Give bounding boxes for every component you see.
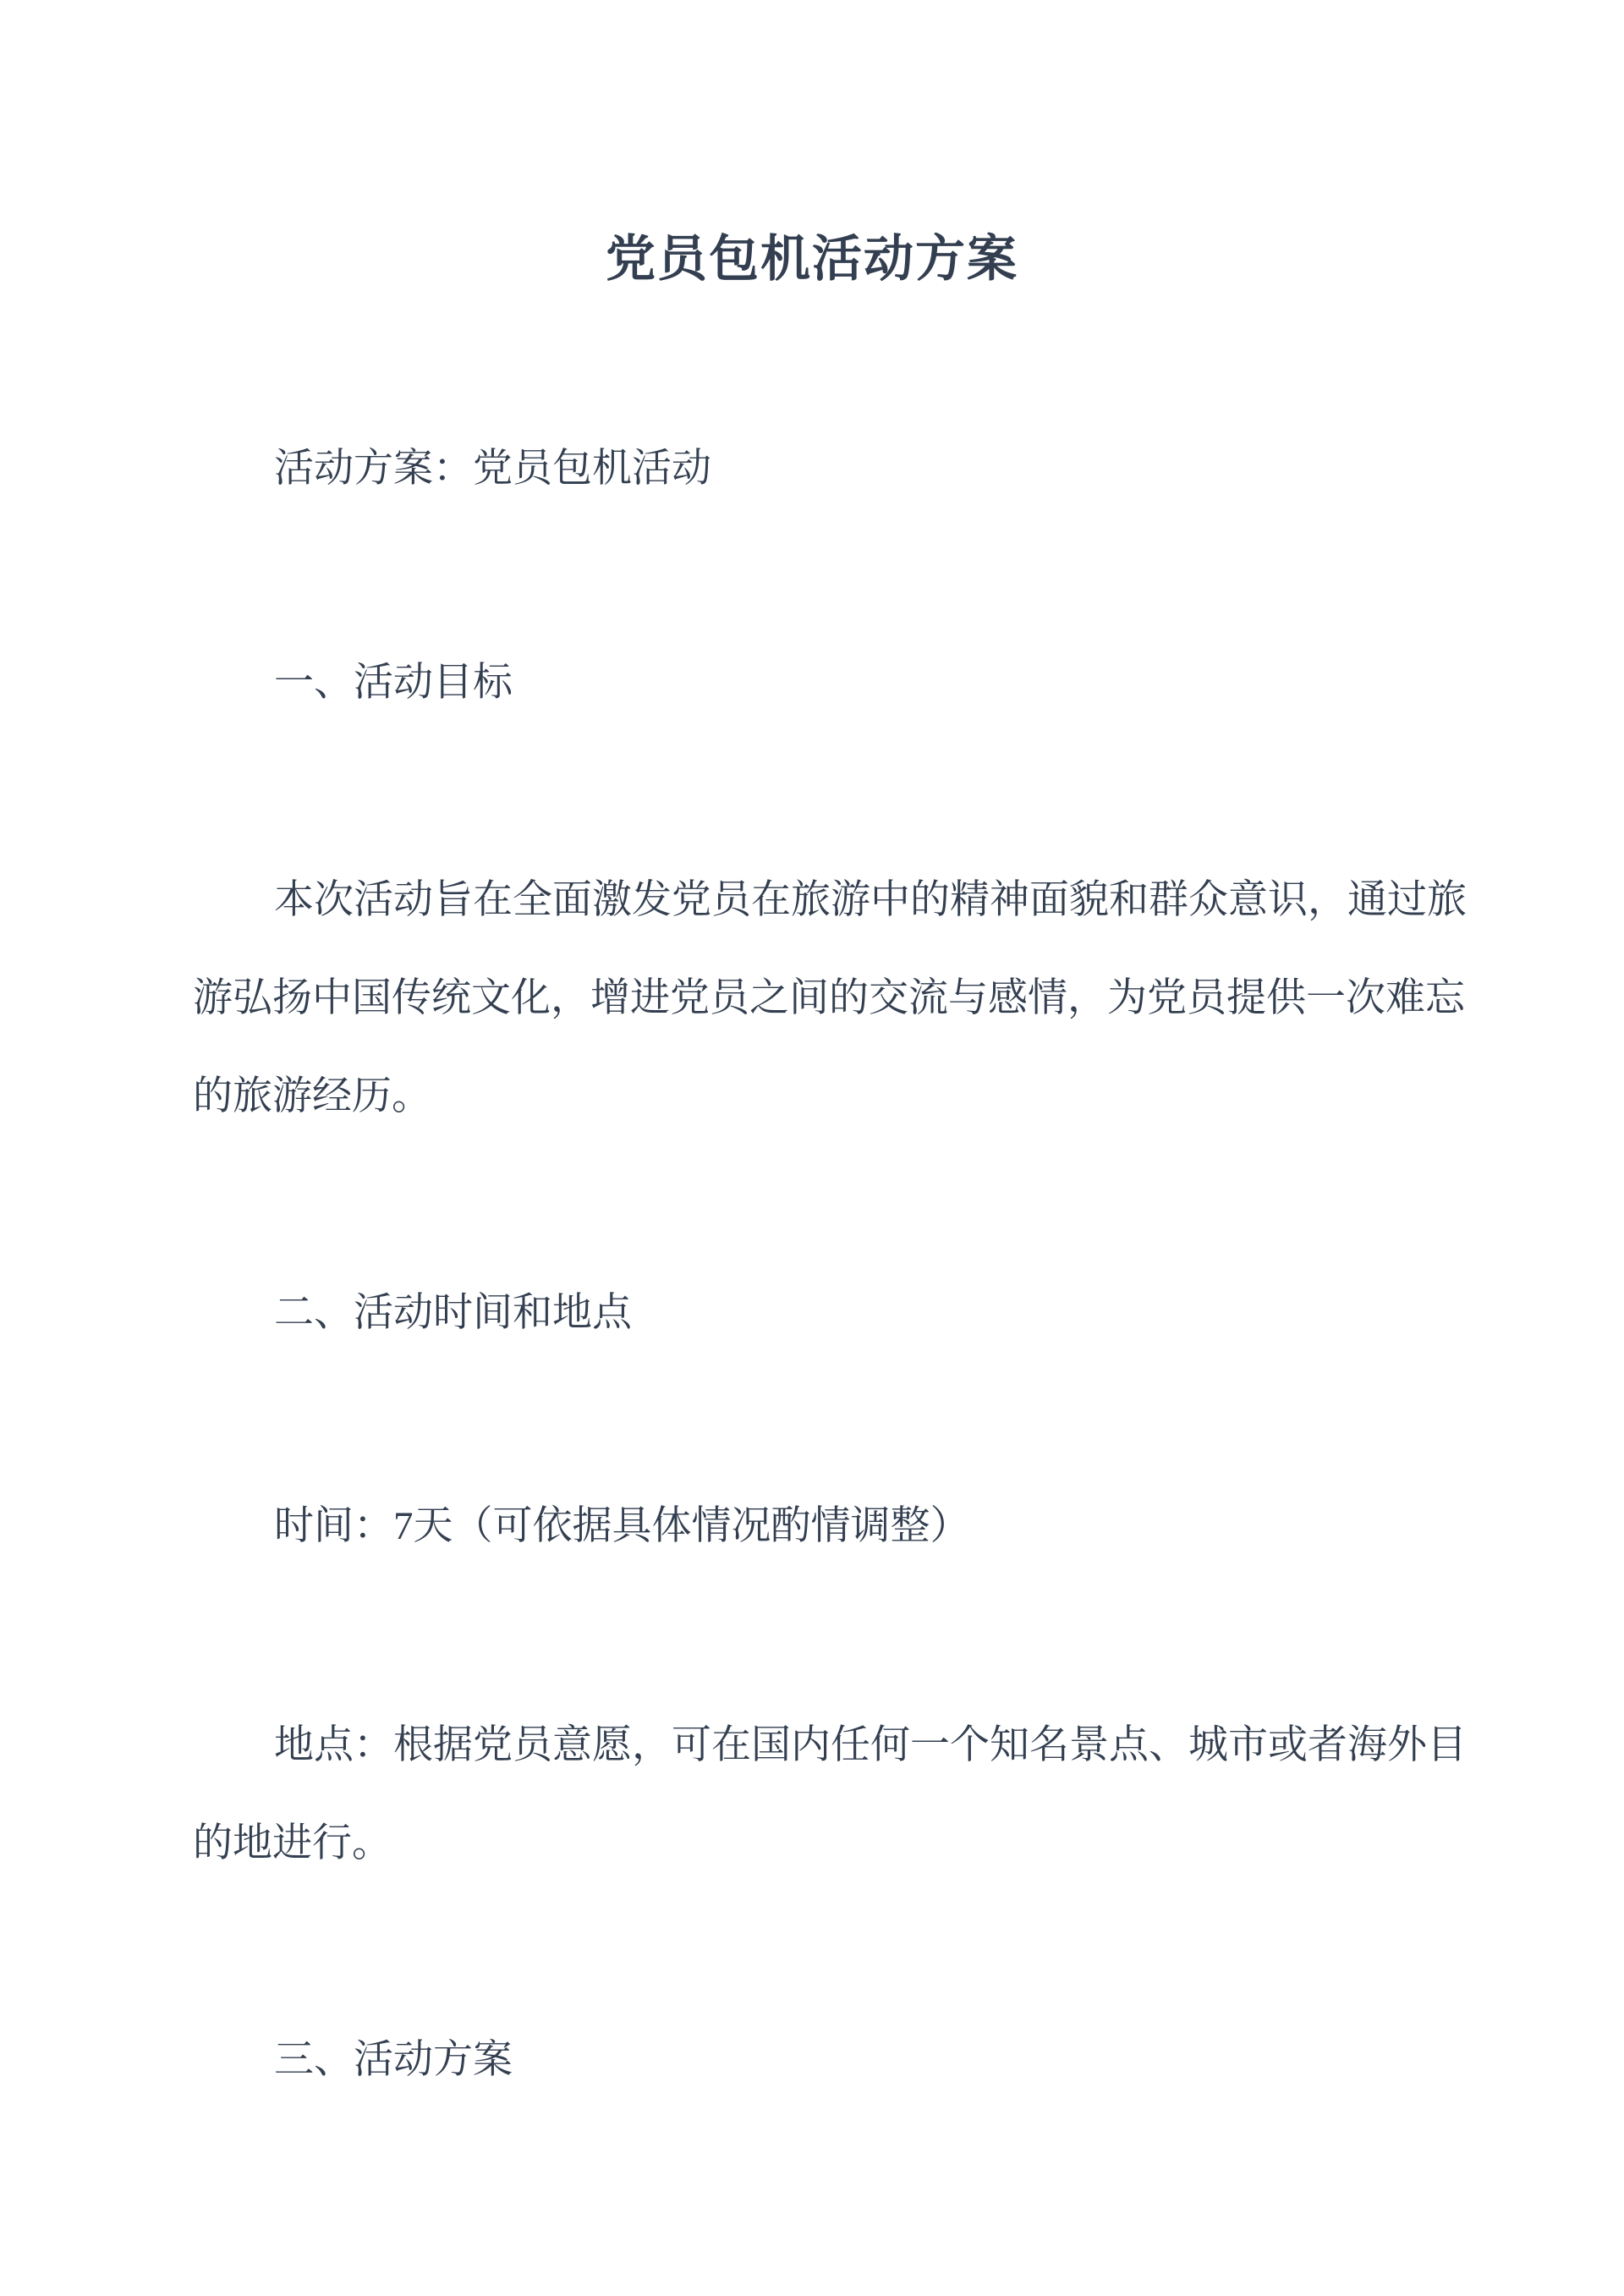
place-paragraph-line-2: 的地进行。 [193,1821,392,1865]
time-paragraph [193,1477,1529,1575]
section-heading-2-text: 二、活动时间和地点 [274,1291,632,1335]
document-title: 党员包机活动方案 [605,230,1018,287]
goal-paragraph [193,851,1529,1145]
goal-paragraph-line-1: 本次活动旨在全面激发党员在旅游中的精神面貌和群众意识，通过旅 [274,878,1467,922]
plan-intro-paragraph [193,420,1529,518]
place-paragraph-line-1: 地点：根据党员意愿，可在国内任何一个知名景点、城市或者海外目 [274,1723,1467,1767]
section-heading-1 [193,634,1529,732]
goal-paragraph-line-3: 的旅游经历。 [193,1074,431,1118]
place-paragraph [193,1696,1529,1892]
plan-intro-line: 活动方案：党员包机活动 [274,447,711,491]
section-heading-1-text: 一、活动目标 [274,661,513,705]
section-heading-3 [193,2011,1529,2109]
section-heading-3-text: 三、活动方案 [274,2038,513,2082]
section-heading-2 [193,1264,1529,1362]
goal-paragraph-line-2: 游弘扬中国传统文化，增进党员之间的交流与感情，为党员提供一次难忘 [193,976,1465,1020]
time-paragraph-line: 时间：7天（可依据具体情况酌情调整） [274,1504,970,1548]
